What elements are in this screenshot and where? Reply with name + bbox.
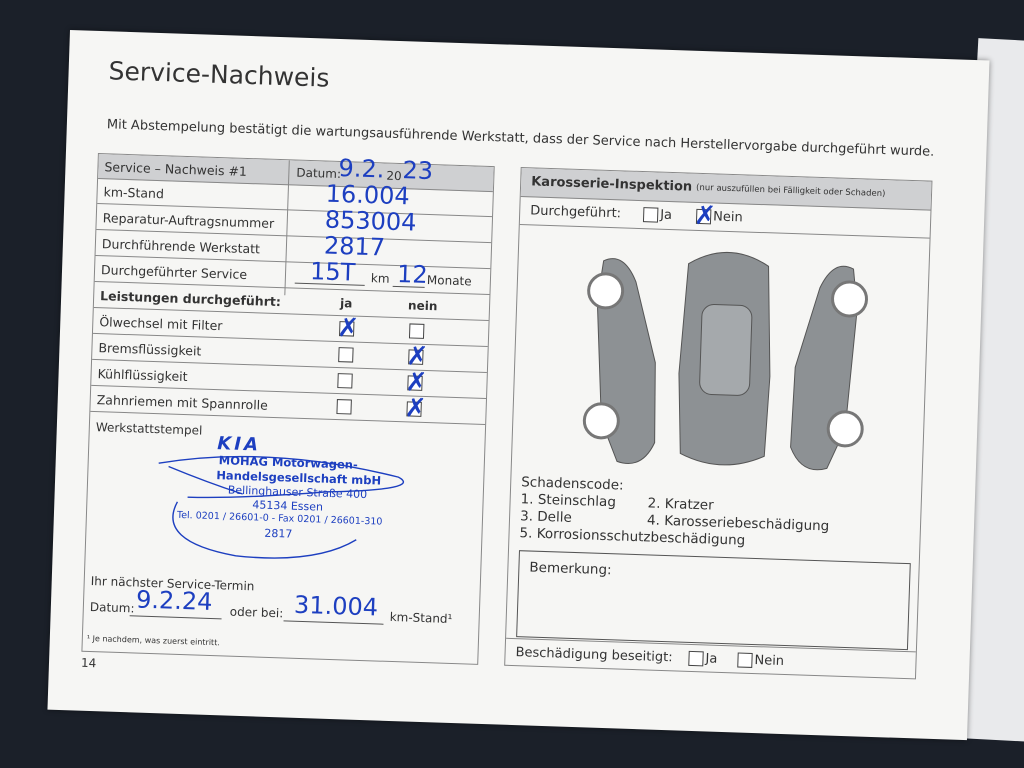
werkstattstempel-label: Werkstattstempel bbox=[95, 420, 203, 438]
car-side-right bbox=[790, 265, 868, 472]
stamp-line-5: Tel. 0201 / 26601-0 - Fax 0201 / 26601-310 bbox=[176, 509, 383, 528]
km-stand-label: km-Stand bbox=[103, 184, 165, 202]
oder-bei-label: oder bei: bbox=[229, 604, 284, 621]
oelwechsel-nein-checkbox[interactable] bbox=[409, 323, 424, 338]
code-2: 2. Kratzer bbox=[647, 495, 714, 514]
durchgefuehrt-ja-label: Ja bbox=[659, 207, 673, 224]
service-record-box bbox=[81, 153, 494, 665]
service-label: Durchgeführter Service bbox=[100, 262, 248, 283]
oelwechsel-ja-checkbox[interactable]: ✗ bbox=[336, 313, 360, 344]
datum-day-month[interactable]: 9.2. bbox=[338, 153, 385, 184]
km-stand-footnote-label: km-Stand¹ bbox=[389, 609, 453, 626]
kuehlfluessigkeit-label: Kühlflüssigkeit bbox=[97, 366, 188, 385]
datum-label: Datum: bbox=[296, 165, 342, 182]
stamp-line-3: Bellinghauser Straße 400 bbox=[227, 483, 368, 502]
next-km-value[interactable]: 31.004 bbox=[293, 590, 379, 622]
stamp-line-1: MOHAG Motorwagen- bbox=[218, 453, 358, 472]
schadenscode-title: Schadenscode: bbox=[520, 474, 624, 494]
code-1: 1. Steinschlag bbox=[520, 491, 617, 511]
auftragsnummer-value[interactable]: 853004 bbox=[324, 205, 417, 237]
zahnriemen-ja-checkbox[interactable] bbox=[336, 399, 351, 414]
workshop-stamp bbox=[145, 433, 429, 570]
beseitigt-nein-checkbox[interactable] bbox=[737, 652, 752, 667]
next-service-label: Ihr nächster Service-Termin bbox=[90, 573, 255, 594]
car-diagram bbox=[572, 240, 879, 480]
intro-text: Mit Abstempelung bestätigt die wartungsausführende Werkstatt, dass der Service nach Herstellervorgabe durchgeführt wurde. bbox=[106, 117, 935, 160]
bremsfluessigkeit-nein-checkbox[interactable]: ✗ bbox=[405, 341, 429, 373]
code-5: 5. Korrosionsschutzbeschädigung bbox=[519, 525, 746, 549]
beseitigt-ja-label: Ja bbox=[705, 651, 718, 667]
car-side-left bbox=[583, 258, 661, 465]
body-inspection-box bbox=[504, 167, 932, 679]
service-km-value[interactable]: 15T bbox=[309, 257, 356, 287]
stamp-line-4: 45134 Essen bbox=[252, 498, 324, 514]
service-booklet-page bbox=[47, 30, 989, 740]
beseitigt-label: Beschädigung beseitigt: bbox=[515, 645, 673, 666]
beseitigt-ja-checkbox[interactable] bbox=[688, 651, 703, 666]
kuehlfluessigkeit-nein-checkbox[interactable]: ✗ bbox=[405, 367, 428, 399]
footnote: ¹ Je nachdem, was zuerst eintritt. bbox=[86, 633, 220, 648]
service-record-title: Service – Nachweis #1 bbox=[104, 159, 248, 179]
oelwechsel-label: Ölwechsel mit Filter bbox=[99, 314, 223, 334]
zahnriemen-nein-checkbox[interactable]: ✗ bbox=[404, 393, 427, 425]
kuehlfluessigkeit-ja-checkbox[interactable] bbox=[337, 373, 352, 388]
stamp-number: 2817 bbox=[264, 526, 293, 541]
datum-year-prefix: 20 bbox=[386, 168, 402, 184]
durchgefuehrt-label: Durchgeführt: bbox=[530, 203, 622, 222]
kia-logo: KIA bbox=[217, 433, 262, 456]
durchgefuehrt-nein-label: Nein bbox=[712, 209, 743, 226]
bremsfluessigkeit-label: Bremsflüssigkeit bbox=[98, 340, 202, 359]
durchgefuehrt-ja-checkbox[interactable] bbox=[643, 207, 658, 222]
body-inspection-title: Karosserie-Inspektion bbox=[530, 174, 693, 195]
werkstatt-value[interactable]: 2817 bbox=[323, 231, 386, 262]
bemerkung-field[interactable] bbox=[516, 550, 911, 650]
durchgefuehrt-nein-checkbox[interactable]: ✗ bbox=[693, 200, 717, 232]
zahnriemen-label: Zahnriemen mit Spannrolle bbox=[96, 392, 269, 413]
nein-column-label: nein bbox=[407, 298, 438, 314]
werkstatt-label: Durchführende Werkstatt bbox=[101, 236, 261, 257]
body-inspection-note: (nur auszufüllen bei Fälligkeit oder Schaden) bbox=[695, 182, 886, 200]
page-number: 14 bbox=[80, 655, 97, 671]
km-stand-value[interactable]: 16.004 bbox=[325, 179, 411, 211]
bremsfluessigkeit-ja-checkbox[interactable] bbox=[338, 347, 353, 362]
stamp-line-2: Handelsgesellschaft mbH bbox=[216, 468, 382, 488]
service-months-value[interactable]: 12 bbox=[396, 259, 429, 289]
next-datum-value[interactable]: 9.2.24 bbox=[135, 585, 213, 617]
service-months-label: Monate bbox=[426, 272, 472, 289]
ja-column-label: ja bbox=[339, 296, 353, 311]
leistungen-label: Leistungen durchgeführt: bbox=[99, 288, 282, 310]
auftragsnummer-label: Reparatur-Auftragsnummer bbox=[102, 210, 275, 231]
next-datum-label: Datum: bbox=[89, 599, 135, 616]
bemerkung-label: Bemerkung: bbox=[529, 559, 612, 579]
service-km-label: km bbox=[370, 271, 390, 286]
car-top bbox=[676, 251, 774, 466]
code-4: 4. Karosseriebeschädigung bbox=[646, 512, 830, 535]
code-3: 3. Delle bbox=[519, 508, 573, 526]
beseitigt-nein-label: Nein bbox=[754, 653, 785, 670]
page-title: Service-Nachweis bbox=[108, 56, 330, 93]
datum-year[interactable]: 23 bbox=[402, 156, 434, 186]
